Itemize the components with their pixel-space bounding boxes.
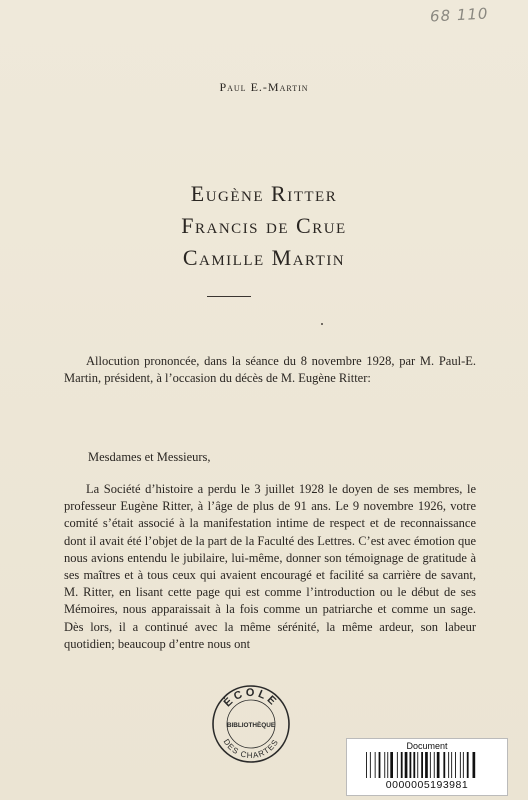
barcode-bar	[379, 752, 381, 778]
barcode-bar	[390, 752, 393, 778]
handwritten-note: 68 110	[429, 4, 489, 26]
barcode-bar	[443, 752, 445, 778]
title-block	[0, 178, 528, 274]
barcode-bar	[425, 752, 428, 778]
barcode-bar	[410, 752, 412, 778]
barcode-label	[346, 738, 508, 796]
barcode-bar	[430, 752, 431, 778]
author-name	[0, 80, 528, 95]
barcode-bar	[401, 752, 403, 778]
barcode-bar	[460, 752, 461, 778]
barcode-bar	[375, 752, 376, 778]
barcode-bar	[451, 752, 452, 778]
barcode-bar	[421, 752, 423, 778]
barcode-bar	[417, 752, 418, 778]
barcode-bar	[397, 752, 398, 778]
author-text: Paul E.-Martin	[219, 80, 309, 94]
barcode-bars	[365, 752, 489, 778]
barcode-bar	[413, 752, 415, 778]
barcode-bar	[473, 752, 476, 778]
barcode-number: 0000005193981	[385, 779, 469, 791]
barcode-bar	[448, 752, 449, 778]
title-line-3: Camille Martin	[182, 245, 346, 270]
barcode-bar	[405, 752, 408, 778]
title-line-1: Eugène Ritter	[190, 181, 338, 206]
body-paragraph: La Société d’histoire a perdu le 3 juillet 1928 le doyen de ses membres, le professeur Eugène Ritter, à l’âge de plus de 91 ans. Le 9 novembre 1926, votre comité s’était associé à la manifestation intime de respect et de reconnaissance dont il avait été l’objet de la part de la Faculté des Lettres. C’est avec émotion que nous avions entendu le jubilaire, lui-même, donner son témoignage de gratitude à ses maîtres et à tous ceux qui avaient encouragé et facilité sa carrière de savant, M. Ritter, en lisant cette page qui est comme l’introduction ou le début de ses Mémoires, nous apparaissait à la fois comme un patriarche et comme un sage. Dès lors, il a continué avec la même sérénité, la même ardeur, son labeur quotidien; beaucoup d’entre nous ont	[64, 482, 476, 651]
title-line-2: Francis de Crue	[181, 213, 347, 238]
stamp-bottom-text: DES CHARTES	[221, 737, 281, 761]
svg-text:ÉCOLE	[221, 687, 280, 710]
title-divider	[207, 296, 251, 297]
barcode-bar	[387, 752, 388, 778]
barcode-bar	[434, 752, 435, 778]
barcode-title: Document	[406, 741, 448, 751]
barcode-bar	[455, 752, 456, 778]
barcode-bar	[366, 752, 367, 778]
barcode-bar	[437, 752, 440, 778]
stamp-middle-text: BIBLIOTHÈQUE	[226, 722, 276, 729]
barcode-bar	[370, 752, 371, 778]
stamp-top-text: ÉCOLE	[221, 686, 281, 710]
barcode-bar	[384, 752, 385, 778]
barcode-bar	[467, 752, 469, 778]
barcode-bar	[463, 752, 464, 778]
ink-speck	[321, 323, 323, 325]
intro-paragraph: Allocution prononcée, dans la séance du 8 novembre 1928, par M. Paul-E. Martin, président, à l’occasion du décès de M. Eugène Ritter:	[64, 354, 476, 386]
greeting: Mesdames et Messieurs,	[88, 450, 211, 464]
library-stamp	[210, 683, 292, 765]
